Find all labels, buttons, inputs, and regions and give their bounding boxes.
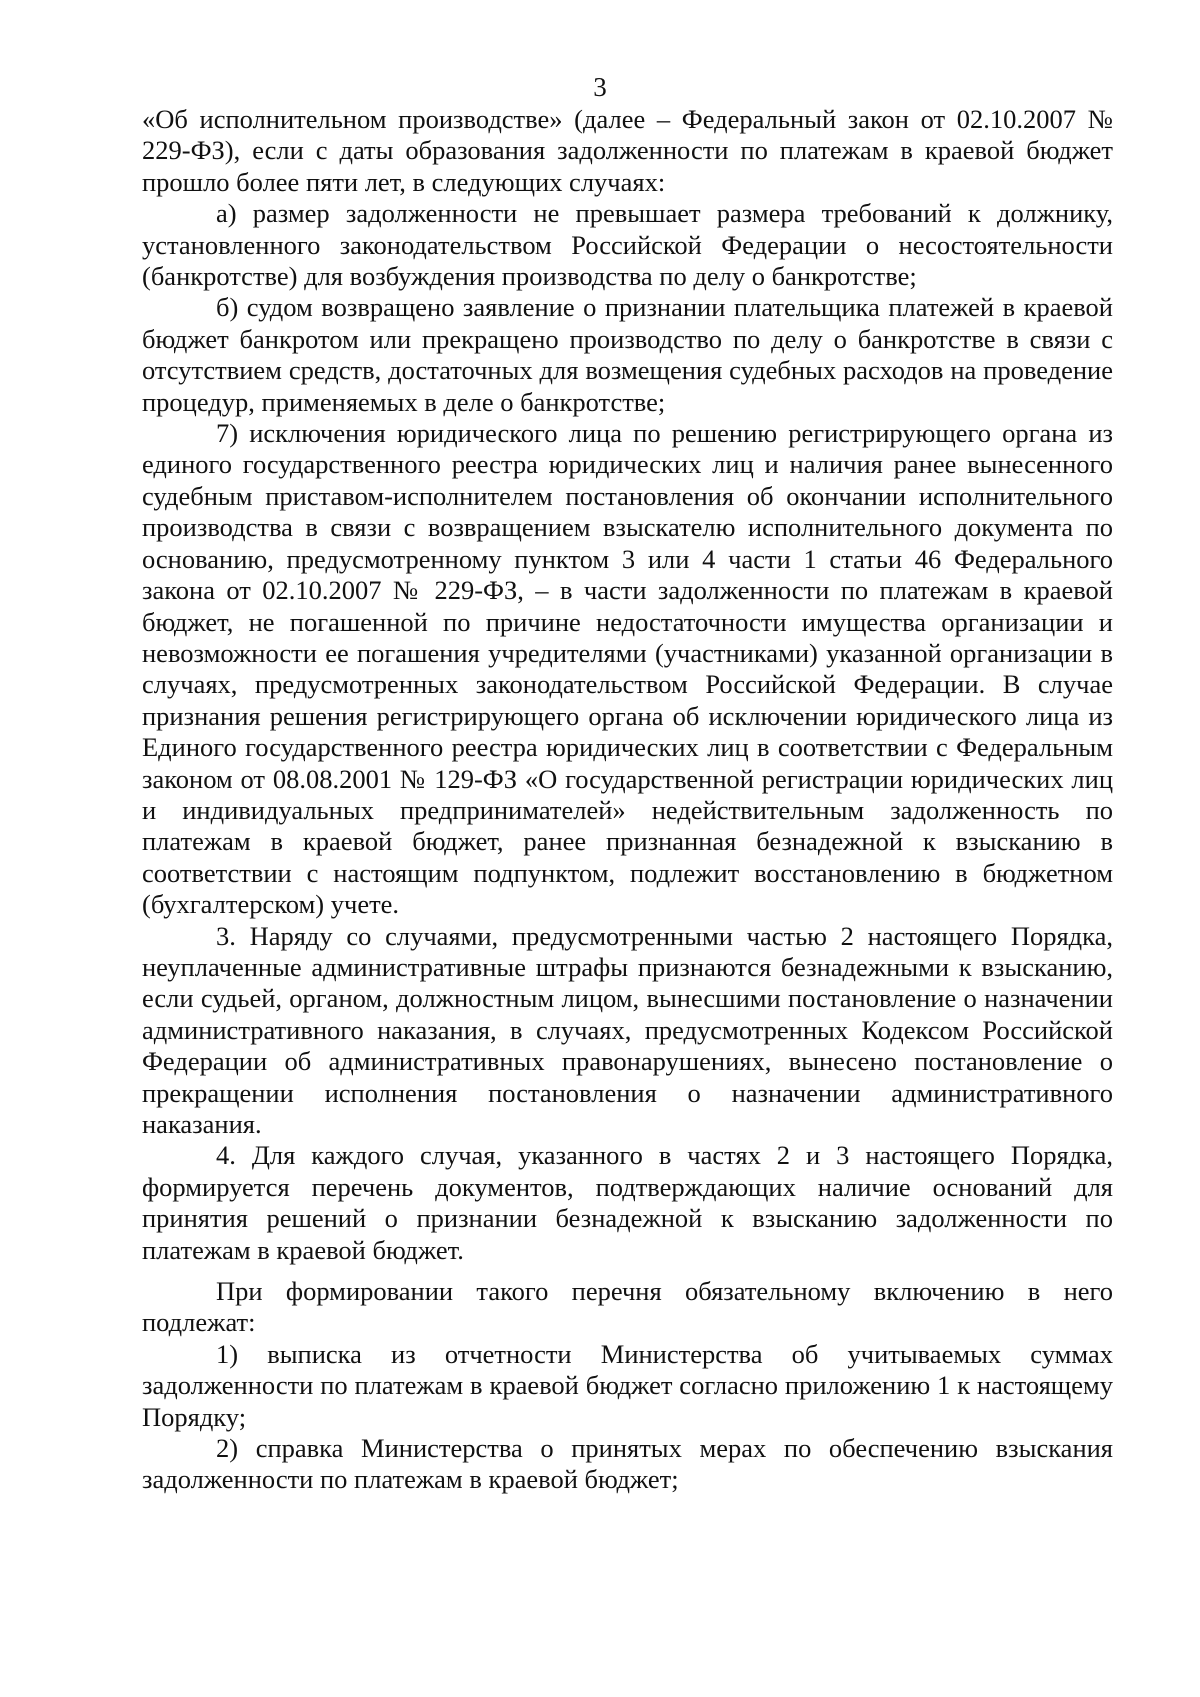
paragraph-continuation: «Об исполнительном производстве» (далее – Федеральный закон от 02.10.2007 № 229-ФЗ), если с даты образования задолженности по платежам в краевой бюджет прошло более пяти лет, в следующих случаях: [142, 104, 1113, 197]
paragraph-item-7: 7) исключения юридического лица по решению регистрирующего органа из единого государственного реестра юридических лиц и наличия ранее вынесенного судебным приставом-исполнителем постановления об окончании исполнительного производства в связи с возвращением взыскателю исполнительного документа по основанию, предусмотренному пунктом 3 или 4 части 1 статьи 46 Федерального закона от 02.10.2007 № 229-ФЗ, – в части задолженности по платежам в краевой бюджет, не погашенной по причине недостаточности имущества организации и невозможности ее погашения учредителями (участниками) указанной организации в случаях, предусмотренных законодательством Российской Федерации. В случае признания решения регистрирующего органа об исключении юридического лица из Единого государственного реестра юридических лиц в соответствии с Федеральным законом от 08.08.2001 № 129-ФЗ «О государственной регистрации юридических лиц и индивидуальных предпринимателей» недействительным задолженность по платежам в краевой бюджет, ранее признанная безнадежной к взысканию в соответствии с настоящим подпунктом, подлежит восстановлению в бюджетном (бухгалтерском) учете. [142, 418, 1113, 920]
paragraph-list-intro: При формировании такого перечня обязательному включению в него подлежат: [142, 1276, 1113, 1338]
paragraph-section-4: 4. Для каждого случая, указанного в частях 2 и 3 настоящего Порядка, формируется перечень документов, подтверждающих наличие оснований для принятия решений о признании безнадежной к взысканию задолженности по платежам в краевой бюджет. [142, 1140, 1113, 1265]
paragraph-list-item-2: 2) справка Министерства о принятых мерах по обеспечению взыскания задолженности по платежам в краевой бюджет; [142, 1433, 1113, 1495]
paragraph-item-b: б) судом возвращено заявление о признании плательщика платежей в краевой бюджет банкротом или прекращено производство по делу о банкротстве в связи с отсутствием средств, достаточных для возмещения судебных расходов на проведение процедур, применяемых в деле о банкротстве; [142, 292, 1113, 417]
paragraph-item-a: а) размер задолженности не превышает размера требований к должнику, установленного законодательством Российской Федерации о несостоятельности (банкротстве) для возбуждения производства по делу о банкротстве; [142, 198, 1113, 292]
page-number: 3 [593, 72, 607, 102]
paragraph-section-3: 3. Наряду со случаями, предусмотренными частью 2 настоящего Порядка, неуплаченные административные штрафы признаются безнадежными к взысканию, если судьей, органом, должностным лицом, вынесшими постановление о назначении административного наказания, в случаях, предусмотренных Кодексом Российской Федерации об административных правонарушениях, вынесено постановление о прекращении исполнения постановления о назначении административного наказания. [142, 920, 1113, 1139]
paragraph-list-item-1: 1) выписка из отчетности Министерства об учитываемых суммах задолженности по платежам в краевой бюджет согласно приложению 1 к настоящему Порядку; [142, 1338, 1113, 1432]
document-body [142, 104, 1113, 1496]
